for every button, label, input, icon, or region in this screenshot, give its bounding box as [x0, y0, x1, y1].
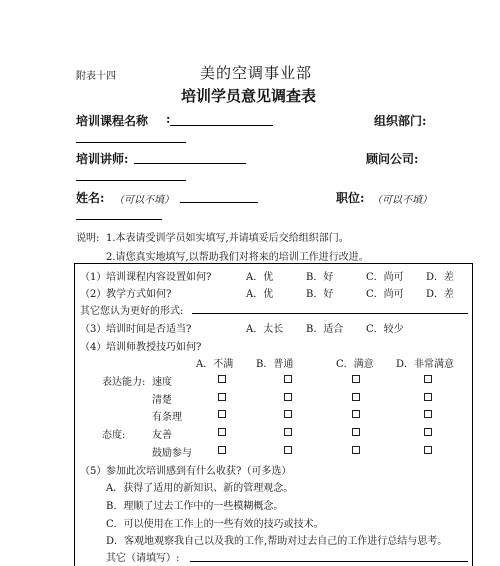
q1-option-a[interactable]: A．优 — [246, 272, 274, 283]
q2-text: 教学方式如何? — [106, 289, 172, 300]
trainer-field-cont[interactable] — [76, 180, 186, 181]
rating-checkbox[interactable] — [218, 393, 226, 401]
q5-option-c[interactable]: C．可以使用在工作上的一些有效的技巧或技术。 — [106, 519, 324, 530]
q5-text: 参加此次培训感到有什么收获?（可多选） — [106, 466, 292, 477]
q4-row-label: 友善 — [152, 430, 172, 441]
page-title: 培训学员意见调查表 — [181, 87, 317, 105]
q4-row-label: 清楚 — [152, 395, 172, 406]
q5-other-label: 其它（请填写）: — [106, 553, 180, 564]
rating-checkbox[interactable] — [352, 375, 360, 383]
name-field[interactable] — [180, 202, 258, 203]
trainer-field[interactable] — [134, 163, 246, 164]
q1-option-b[interactable]: B．好 — [306, 272, 334, 283]
other-form-field[interactable] — [192, 313, 468, 314]
q2-option-c[interactable]: C．尚可 — [366, 289, 404, 300]
q4-row-label: 鼓励参与 — [152, 448, 192, 459]
consultant-label: 顾问公司: — [366, 152, 419, 166]
q2-number: （2） — [80, 289, 107, 300]
position-optional-note: （可以不填） — [372, 195, 432, 206]
rating-checkbox[interactable] — [284, 446, 292, 454]
q2-option-a[interactable]: A．优 — [246, 289, 274, 300]
rating-checkbox[interactable] — [352, 393, 360, 401]
rating-checkbox[interactable] — [424, 410, 432, 418]
q1-text: 培训课程内容设置如何? — [106, 272, 212, 283]
q3-text: 培训时间是否适当? — [106, 324, 192, 335]
q4-col-d: D．非常满意 — [396, 359, 455, 370]
q2-option-d[interactable]: D．差 — [426, 289, 455, 300]
rating-checkbox[interactable] — [218, 428, 226, 436]
q4-row-label: 有条理 — [152, 412, 182, 423]
rating-checkbox[interactable] — [218, 410, 226, 418]
q4-number: （4） — [80, 342, 107, 353]
q1-option-c[interactable]: C．尚可 — [366, 272, 404, 283]
q5-option-a[interactable]: A．获得了适用的新知识、新的管理观念。 — [106, 483, 294, 494]
q4-group-expression: 表达能力: — [102, 377, 146, 388]
q4-col-c: C．满意 — [336, 359, 374, 370]
rating-checkbox[interactable] — [352, 446, 360, 454]
org-label: 组织部门: — [374, 114, 427, 128]
q4-text: 培训师教授技巧如何? — [106, 342, 202, 353]
rating-checkbox[interactable] — [218, 446, 226, 454]
q5-other-field[interactable] — [190, 561, 468, 562]
position-label: 职位: — [336, 191, 365, 205]
rating-checkbox[interactable] — [424, 393, 432, 401]
rating-checkbox[interactable] — [284, 428, 292, 436]
rating-checkbox[interactable] — [352, 410, 360, 418]
q1-number: （1） — [80, 272, 107, 283]
rating-checkbox[interactable] — [218, 375, 226, 383]
q5-number: （5） — [80, 466, 107, 477]
instruction-line-1: 1.本表请受训学员如实填写,并请填妥后交给组织部门。 — [106, 233, 349, 244]
q5-option-d[interactable]: D．客观地观察我自己以及我的工作,帮助对过去自己的工作进行总结与思考。 — [106, 536, 448, 547]
rating-checkbox[interactable] — [352, 428, 360, 436]
q1-option-d[interactable]: D．差 — [426, 272, 455, 283]
q3-option-a[interactable]: A．太长 — [246, 324, 284, 335]
q3-option-c[interactable]: C．较少 — [366, 324, 404, 335]
name-optional-note: （可以不填） — [114, 195, 174, 206]
rating-checkbox[interactable] — [424, 428, 432, 436]
q4-col-a: A．不满 — [196, 359, 234, 370]
course-label: 培训课程名称 — [76, 114, 149, 128]
appendix-label: 附表十四 — [76, 71, 116, 82]
course-field[interactable] — [170, 125, 273, 126]
instruction-line-2: 2.请您真实地填写,以帮助我们对将来的培训工作进行改进。 — [106, 252, 369, 263]
q4-group-attitude: 态度: — [102, 430, 126, 441]
other-form-label: 其它您认为更好的形式: — [80, 306, 184, 317]
course-colon: : — [166, 112, 171, 126]
trainer-label: 培训讲师: — [76, 152, 129, 166]
q3-option-b[interactable]: B．适合 — [306, 324, 344, 335]
name-label: 姓名: — [76, 191, 105, 205]
name-field-cont[interactable] — [76, 219, 162, 220]
instructions-label: 说明: — [76, 233, 100, 244]
course-field-cont[interactable] — [76, 142, 186, 143]
rating-checkbox[interactable] — [424, 446, 432, 454]
rating-checkbox[interactable] — [284, 375, 292, 383]
rating-checkbox[interactable] — [424, 375, 432, 383]
q5-option-b[interactable]: B．理顺了过去工作中的一些模糊概念。 — [106, 501, 284, 512]
q4-col-b: B．普通 — [256, 359, 294, 370]
department-name: 美的空调事业部 — [200, 64, 313, 82]
rating-checkbox[interactable] — [284, 393, 292, 401]
q2-option-b[interactable]: B．好 — [306, 289, 334, 300]
rating-checkbox[interactable] — [284, 410, 292, 418]
q3-number: （3） — [80, 324, 107, 335]
q4-row-label: 速度 — [152, 377, 172, 388]
